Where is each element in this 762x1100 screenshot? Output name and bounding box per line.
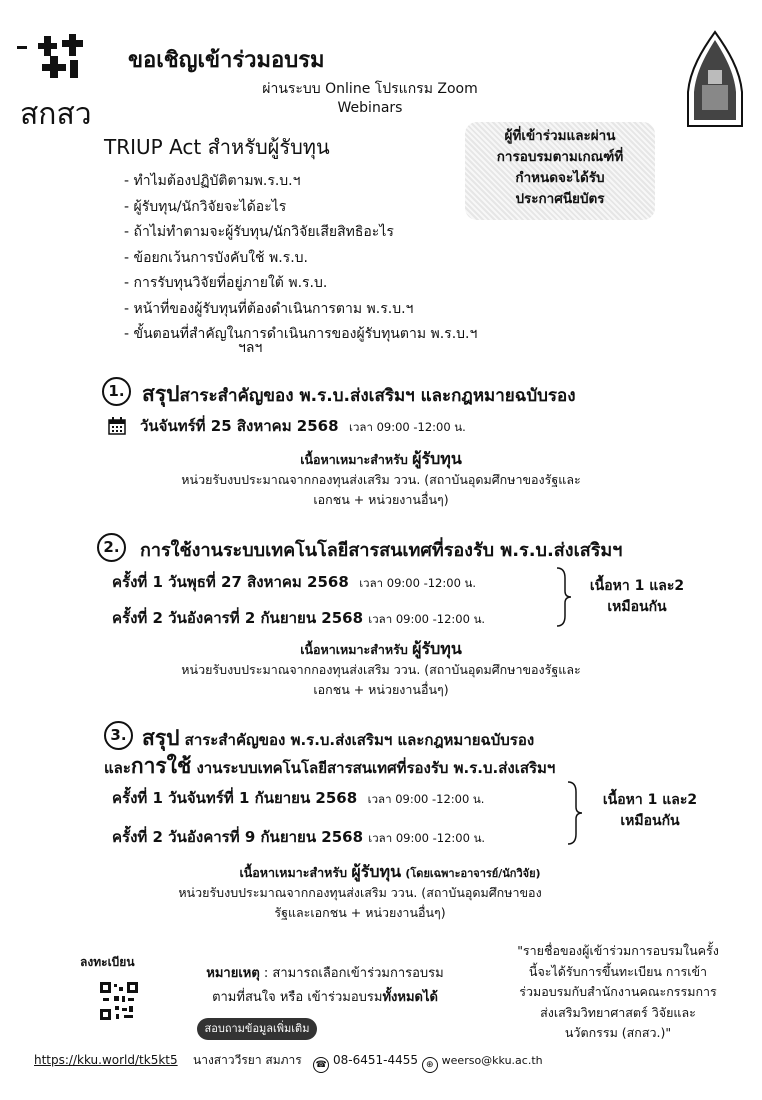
globe-icon: ⊕ bbox=[422, 1057, 438, 1073]
section-1-audience-detail: หน่วยรับงบประมาณจากกองทุนส่งเสริม ววน. (สถาบันอุดมศึกษาของรัฐและ เอกชน + หน่วยงานอื่นๆ) bbox=[181, 472, 581, 507]
certificate-note: ผู้ที่เข้าร่วมและผ่าน การอบรมตามเกณฑ์ที่ กำหนดจะได้รับ ประกาศนียบัตร bbox=[496, 128, 624, 207]
section-3-title: สรุป สาระสำคัญของ พ.ร.บ.ส่งเสริมฯ และกฎหมายฉบับรอง bbox=[142, 726, 535, 750]
register-label: ลงทะเบียน bbox=[80, 955, 135, 969]
section-1-title: สรุปสาระสำคัญของ พ.ร.บ.ส่งเสริมฯ และกฎหมายฉบับรอง bbox=[142, 382, 576, 406]
section-1-audience: เนื้อหาเหมาะสำหรับ ผู้รับทุน bbox=[300, 449, 462, 468]
brace-icon bbox=[555, 566, 573, 628]
list-item: - ทำไมต้องปฏิบัติตามพ.ร.บ.ฯ bbox=[124, 173, 301, 189]
section-3-title-line-2: และการใช้ งานระบบเทคโนโลยีสารสนเทศที่รองรับ พ.ร.บ.ส่งเสริมฯ bbox=[104, 754, 556, 778]
register-link[interactable]: https://kku.world/tk5kt5 bbox=[34, 1053, 178, 1067]
section-2-session-2: ครั้งที่ 2 วันอังคารที่ 2 กันยายน 2568 เวลา 09:00 -12:00 น. bbox=[112, 609, 486, 627]
calendar-icon bbox=[107, 416, 127, 436]
section-2-number: 2. bbox=[97, 533, 126, 562]
topic-list bbox=[124, 169, 477, 348]
contact-badge: สอบถามข้อมูลเพิ่มเติม bbox=[197, 1018, 317, 1040]
section-3-number: 3. bbox=[104, 721, 133, 750]
section-3-audience-detail: หน่วยรับงบประมาณจากกองทุนส่งเสริม ววน. (สถาบันอุดมศึกษาของ รัฐและเอกชน + หน่วยงานอื่นๆ) bbox=[178, 885, 542, 920]
phone-icon: ☎ bbox=[313, 1057, 329, 1073]
section-2-same-content: เนื้อหา 1 และ2 เหมือนกัน bbox=[589, 578, 685, 615]
remark-note: หมายเหตุ : สามารถเลือกเข้าร่วมการอบรม ตามที่สนใจ หรือ เข้าร่วมอบรมทั้งหมดได้ bbox=[206, 966, 444, 1005]
section-2-audience: เนื้อหาเหมาะสำหรับ ผู้รับทุน bbox=[300, 639, 462, 658]
list-item: - ข้อยกเว้นการบังคับใช้ พ.ร.บ. bbox=[124, 249, 308, 266]
page-title: ขอเชิญเข้าร่วมอบรม bbox=[128, 48, 325, 73]
section-3-audience: เนื้อหาเหมาะสำหรับ ผู้รับทุน (โดยเฉพาะอาจารย์/นักวิจัย) bbox=[239, 862, 541, 881]
contact-name: นางสาววีรยา สมภาร bbox=[193, 1053, 302, 1067]
qr-code-icon[interactable] bbox=[100, 982, 138, 1020]
section-1-date: วันจันทร์ที่ 25 สิงหาคม 2568 เวลา 09:00 -12:00 น. bbox=[140, 417, 466, 435]
contact-phone[interactable]: 08-6451-4455 bbox=[332, 1053, 418, 1067]
section-3-same-content: เนื้อหา 1 และ2 เหมือนกัน bbox=[602, 792, 698, 829]
kku-emblem bbox=[680, 30, 750, 130]
list-item: - ขั้นตอนที่สำคัญในการดำเนินการของผู้รับทุนตาม พ.ร.บ.ฯ bbox=[124, 326, 478, 342]
section-2-session-1: ครั้งที่ 1 วันพุธที่ 27 สิงหาคม 2568 เวลา 09:00 -12:00 น. bbox=[112, 573, 477, 591]
star-icon bbox=[17, 34, 83, 78]
contact-email[interactable]: weerso@kku.ac.th bbox=[441, 1054, 543, 1067]
list-item: - หน้าที่ของผู้รับทุนที่ต้องดำเนินการตาม พ.ร.บ.ฯ bbox=[124, 300, 414, 317]
section-2-audience-detail: หน่วยรับงบประมาณจากกองทุนส่งเสริม ววน. (สถาบันอุดมศึกษาของรัฐและ เอกชน + หน่วยงานอื่นๆ) bbox=[181, 662, 581, 697]
brace-icon bbox=[566, 780, 584, 846]
list-item: - ผู้รับทุน/นักวิจัยจะได้อะไร bbox=[124, 198, 287, 215]
registration-quote: "รายชื่อของผู้เข้าร่วมการอบรมในครั้ง นี้จะได้รับการขึ้นทะเบียน การเข้า ร่วมอบรมกับสำนักงานคณะกรรมการ ส่งเสริมวิทยาศาสตร์ วิจัยและ นวัตกรรม (สกสว.)" bbox=[517, 943, 719, 1040]
triup-title: TRIUP Act สำหรับผู้รับทุน bbox=[104, 135, 330, 159]
subtitle: ผ่านระบบ Online โปรแกรม Zoom Webinars bbox=[262, 81, 478, 116]
section-1-number: 1. bbox=[102, 377, 131, 406]
tsri-logo bbox=[14, 34, 124, 134]
list-item: - ถ้าไม่ทำตามจะผู้รับทุน/นักวิจัยเสียสิทธิอะไร bbox=[124, 224, 394, 240]
list-item: - การรับทุนวิจัยที่อยู่ภายใต้ พ.ร.บ. bbox=[124, 275, 328, 291]
section-3-session-2: ครั้งที่ 2 วันอังคารที่ 9 กันยายน 2568 เวลา 09:00 -12:00 น. bbox=[112, 828, 486, 846]
topics-etc: ฯลฯ bbox=[238, 340, 263, 356]
contact-info bbox=[193, 1051, 543, 1073]
section-2-title: การใช้งานระบบเทคโนโลยีสารสนเทศที่รองรับ พ.ร.บ.ส่งเสริมฯ bbox=[140, 540, 623, 561]
section-3-session-1: ครั้งที่ 1 วันจันทร์ที่ 1 กันยายน 2568 เวลา 09:00 -12:00 น. bbox=[112, 789, 485, 807]
svg-text:สกสว: สกสว bbox=[20, 97, 92, 132]
